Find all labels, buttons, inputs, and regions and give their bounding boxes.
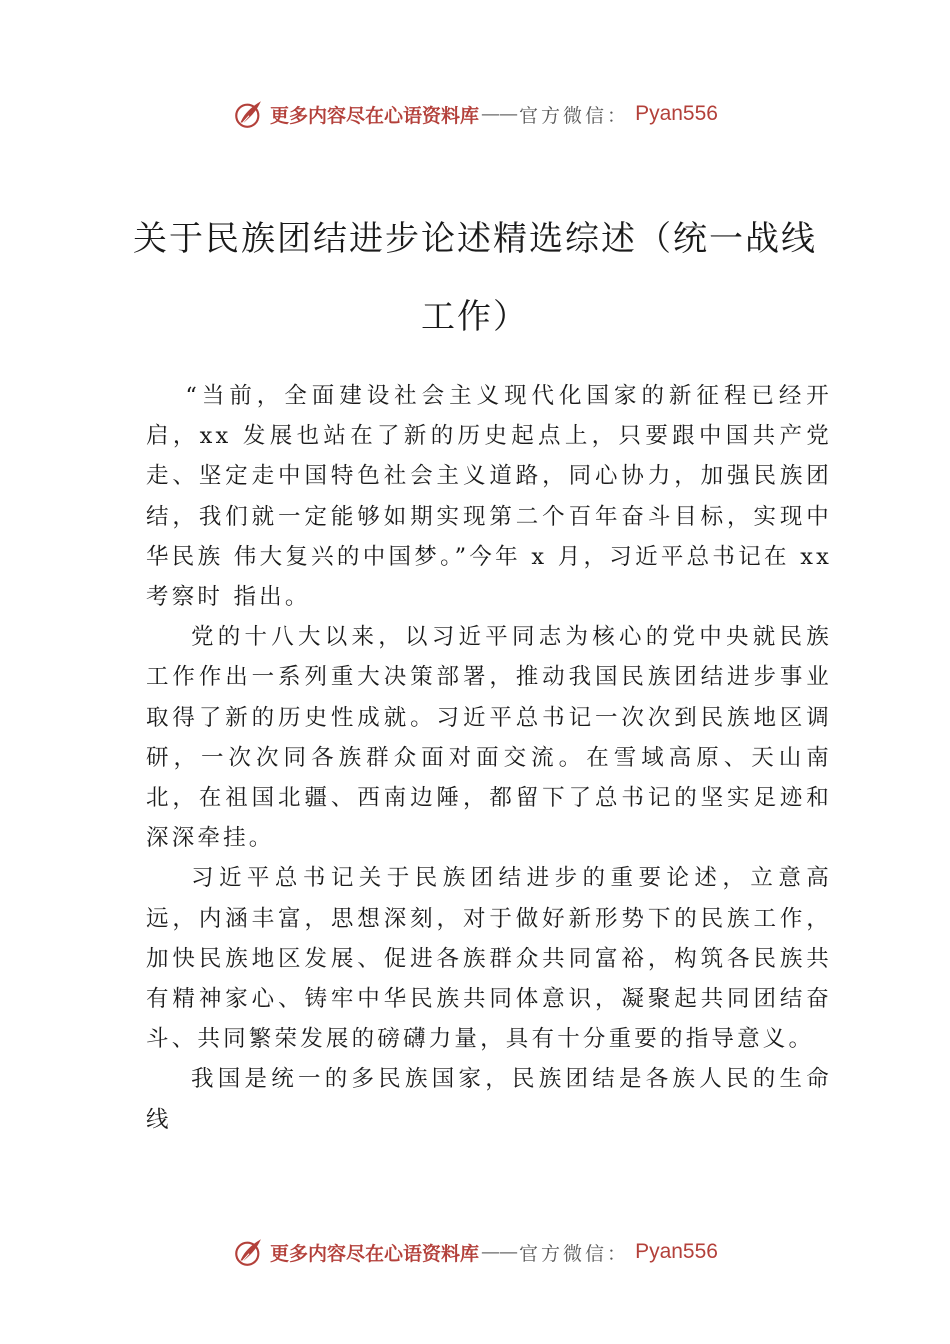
- footer-wechat-label: 官方微信：: [519, 1242, 630, 1265]
- footer-wechat-id: Pyan556: [635, 1240, 718, 1263]
- header-wechat-label: 官方微信：: [519, 104, 630, 127]
- header-brand-text: 更多内容尽在心语资料库: [270, 104, 480, 127]
- footer-dash: ——: [481, 1241, 518, 1263]
- document-title: 关于民族团结进步论述精选综述（统一战线工作）: [133, 219, 817, 337]
- header-banner: [0, 94, 950, 134]
- paragraph: 我国是统一的多民族国家，民族团结是各族人民的生命线: [146, 1066, 832, 1133]
- quill-logo-icon: [232, 97, 266, 131]
- footer-brand-text: 更多内容尽在心语资料库: [270, 1242, 480, 1265]
- paragraph: “当前，全面建设社会主义现代化国家的新征程已经开启，xx 发展也站在了新的历史起点上，只要跟中国共产党走、坚定走中国特色社会主义道路，同心协力，加强民族团结，我们就一定能够如期实现第二个百年奋斗目标，实现中华民族 伟大复兴的中国梦。”今年 x 月，习近平总书记在 xx 考察时 指出。: [146, 383, 832, 611]
- header-dash: ——: [481, 103, 518, 125]
- quill-logo-icon: [232, 1235, 266, 1269]
- footer-banner: [0, 1232, 950, 1272]
- header-wechat-id: Pyan556: [635, 102, 718, 125]
- paragraph: 习近平总书记关于民族团结进步的重要论述，立意高远，内涵丰富，思想深刻，对于做好新形势下的民族工作，加快民族地区发展、促进各族群众共同富裕，构筑各民族共有精神家心、铸牢中华民族共同体意识，凝聚起共同团结奋斗、共同繁荣发展的磅礴力量，具有十分重要的指导意义。: [146, 865, 832, 1053]
- paragraph: 党的十八大以来，以习近平同志为核心的党中央就民族工作作出一系列重大决策部署，推动我国民族团结进步事业取得了新的历史性成就。习近平总书记一次次到民族地区调研，一次次同各族群众面对面交流。在雪域高原、天山南北，在祖国北疆、西南边陲，都留下了总书记的坚实足迹和深深牵挂。: [146, 624, 832, 852]
- document-body: [146, 376, 832, 1140]
